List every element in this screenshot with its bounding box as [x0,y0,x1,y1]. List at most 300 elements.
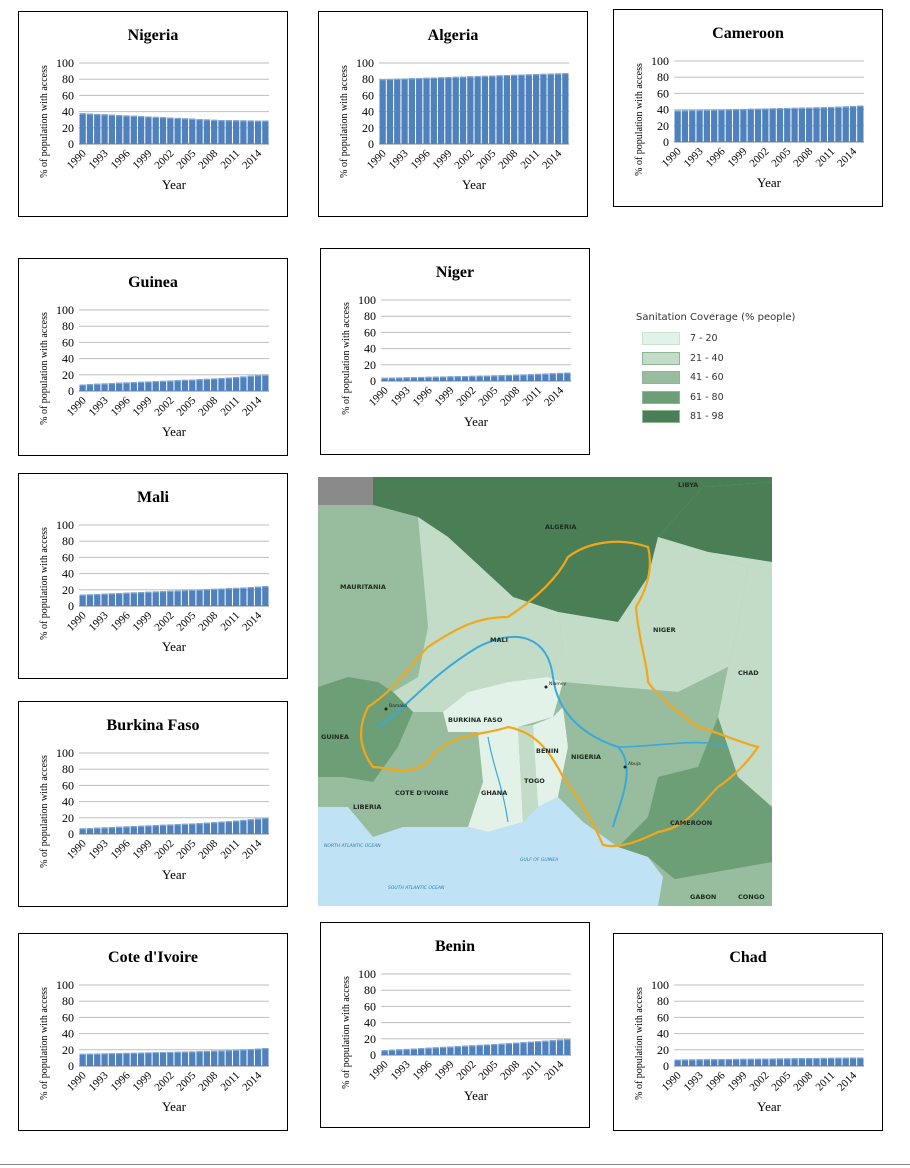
bar [467,76,473,144]
y-tick-label: 0 [68,1059,74,1073]
bar-highlight [262,818,268,819]
bar [540,74,546,144]
bar-highlight [211,589,217,590]
bar-highlight [511,75,517,76]
y-tick-label: 40 [657,1026,669,1041]
bar [799,108,805,142]
x-tick-label: 2005 [174,837,199,862]
bar-highlight [116,115,122,116]
y-tick-label: 0 [663,135,669,149]
bar-highlight [564,373,570,374]
bar-highlight [403,1049,409,1050]
map-label-gulf-of-guinea: GULF OF GUINEA [520,858,559,863]
y-axis-label: % of population with access [341,976,352,1089]
bar [94,114,100,144]
bar [240,376,246,391]
bar-highlight [218,589,224,590]
y-tick-label: 80 [62,762,74,777]
bar [770,108,776,142]
bar [138,1053,144,1066]
bar [123,382,129,391]
bar-highlight [704,1059,710,1060]
x-tick-label: 2008 [196,609,221,634]
y-axis-label: % of population with access [634,987,645,1100]
bar [857,1057,863,1066]
bar-highlight [182,590,188,591]
y-tick-label: 100 [56,56,74,70]
y-axis-label: % of population with access [39,527,50,640]
bar-highlight [718,1059,724,1060]
bar [145,1052,151,1066]
x-tick-label: 2011 [218,147,243,172]
x-tick-label: 2005 [769,145,794,170]
bar-highlight [204,1051,210,1052]
y-tick-label: 0 [370,374,376,388]
bar [211,120,217,144]
bar-highlight [196,589,202,590]
x-tick-label: 2011 [813,1069,838,1094]
chart-niger [321,249,589,454]
bar-highlight [211,120,217,121]
bar-highlight [196,379,202,380]
bar-highlight [850,1058,856,1059]
bar-highlight [204,823,210,824]
bar [94,594,100,606]
bar [101,1053,107,1066]
bar [416,78,422,144]
bar-highlight [498,375,504,376]
bar-highlight [777,1058,783,1059]
bar [460,77,466,144]
y-tick-label: 100 [356,56,374,70]
chart-panel-niger [320,248,590,455]
bar-highlight [389,378,395,379]
x-tick-label: 2002 [152,609,177,634]
bar-highlight [101,827,107,828]
y-tick-label: 40 [62,794,74,809]
x-tick-label: 2005 [174,147,199,172]
bar-highlight [123,593,129,594]
map-label-gabon: GABON [690,893,717,901]
bar-highlight [101,594,107,595]
bar [94,1054,100,1066]
legend-label: 41 - 60 [690,372,724,384]
map-label-liberia: LIBERIA [353,803,382,811]
y-tick-label: 80 [62,994,74,1009]
bar [131,1053,137,1066]
bar-highlight [131,116,137,117]
bar-highlight [248,587,254,588]
bar-highlight [423,78,429,79]
x-tick-label: 2008 [196,394,221,419]
bar [564,373,570,381]
chart-cote [19,934,287,1130]
bar-highlight [175,824,181,825]
bar-highlight [138,1053,144,1054]
bar [233,120,239,144]
bar-highlight [116,827,122,828]
x-tick-label: 2008 [791,1069,816,1094]
chart-title: Guinea [128,274,178,291]
bar [835,1058,841,1066]
bar [784,108,790,142]
bar-highlight [469,1045,475,1046]
bar-highlight [533,74,539,75]
bar [489,76,495,144]
bar-highlight [145,825,151,826]
bar-highlight [564,1039,570,1040]
bar [806,107,812,142]
y-tick-label: 100 [56,303,74,317]
bar [401,78,407,144]
bar-highlight [131,382,137,383]
bar [123,115,129,144]
bar [843,106,849,142]
x-axis-label: Year [162,1099,186,1114]
bar-highlight [123,826,129,827]
x-tick-label: 2011 [218,837,243,862]
y-tick-label: 0 [68,137,74,151]
bar-highlight [770,108,776,109]
x-tick-label: 1990 [64,1069,89,1094]
bar-highlight [211,378,217,379]
bar [204,1051,210,1066]
legend-swatch [642,371,680,384]
bar [850,1058,856,1066]
bar-highlight [518,75,524,76]
bar-highlight [240,820,246,821]
x-tick-label: 1990 [659,145,684,170]
bar-highlight [167,1052,173,1053]
bar-highlight [857,106,863,107]
y-tick-label: 40 [62,351,74,366]
bar-highlight [175,118,181,119]
bar-highlight [196,119,202,120]
bar [138,826,144,834]
bar-highlight [828,107,834,108]
bar-highlight [167,591,173,592]
x-tick-label: 1990 [64,609,89,634]
chart-panel-mali [18,473,288,679]
bar-highlight [762,108,768,109]
y-tick-label: 60 [62,1010,74,1025]
bar [453,77,459,144]
y-tick-label: 0 [368,137,374,151]
bar-highlight [484,375,490,376]
bar [550,1040,556,1055]
bar [718,109,724,142]
bar-highlight [682,1059,688,1060]
bar-highlight [806,107,812,108]
bar [167,118,173,144]
bar-highlight [116,593,122,594]
chart-panel-benin [320,922,590,1128]
bar-highlight [145,381,151,382]
bar-highlight [403,377,409,378]
bar [175,824,181,834]
y-tick-label: 60 [362,88,374,103]
y-tick-label: 40 [62,566,74,581]
bar-highlight [382,378,388,379]
x-tick-label: 2011 [218,394,243,419]
y-tick-label: 60 [364,325,376,340]
bar-highlight [94,114,100,115]
bar-highlight [131,826,137,827]
bar-highlight [806,1058,812,1059]
bar-highlight [675,110,681,111]
bar [160,825,166,834]
bar [80,113,86,144]
y-tick-label: 40 [364,1015,376,1030]
bar-highlight [182,1052,188,1053]
bar-highlight [87,594,93,595]
x-tick-label: 1996 [108,837,133,862]
x-tick-label: 2014 [240,837,265,862]
bar [506,1043,512,1055]
bar-highlight [233,588,239,589]
x-tick-label: 2002 [152,394,177,419]
y-tick-label: 0 [68,599,74,613]
bar [204,379,210,391]
bar [813,107,819,142]
bar-highlight [160,1052,166,1053]
x-tick-label: 2008 [496,147,521,172]
bar [233,821,239,834]
bar [462,1046,468,1055]
chart-panel-burkina [18,701,288,907]
legend-swatch [642,391,680,404]
y-axis-label: % of population with access [634,63,645,176]
bar [145,825,151,834]
bar-highlight [675,1060,681,1061]
bar-highlight [777,108,783,109]
bar [748,109,754,142]
bar [511,75,517,144]
bar-highlight [175,590,181,591]
x-axis-label: Year [162,424,186,439]
bar [226,588,232,606]
bar-highlight [211,1051,217,1052]
y-tick-label: 20 [657,1042,669,1057]
bar [167,591,173,606]
map-label-libya: LIBYA [678,481,699,489]
niger-basin-map [318,477,772,906]
bar [116,1053,122,1066]
bar-highlight [226,378,232,379]
bar-highlight [167,118,173,119]
bar-highlight [248,120,254,121]
bar-highlight [189,119,195,120]
bar [218,378,224,391]
x-tick-label: 2008 [196,837,221,862]
bar [160,381,166,391]
bar-highlight [447,1046,453,1047]
bar-highlight [799,108,805,109]
x-tick-label: 1999 [130,1069,155,1094]
bar-highlight [116,383,122,384]
bar [153,591,159,606]
chart-title: Mali [137,489,169,506]
bar [447,1046,453,1055]
bar [80,1054,86,1066]
map-label-congo: CONGO [738,893,765,901]
bar-highlight [94,594,100,595]
bar-highlight [425,1048,431,1049]
bar [248,587,254,606]
x-tick-label: 2011 [813,145,838,170]
bar-highlight [255,587,261,588]
legend-swatch [642,352,680,365]
bar-highlight [733,109,739,110]
bar-highlight [394,79,400,80]
bar-highlight [233,1050,239,1051]
y-tick-label: 0 [663,1059,669,1073]
bar-highlight [218,378,224,379]
bar-highlight [821,107,827,108]
bar-highlight [526,74,532,75]
chart-title: Burkina Faso [106,717,200,734]
map-relief-corner [318,477,373,505]
x-tick-label: 2008 [196,147,221,172]
sanitation-legend [636,312,836,427]
bar [116,593,122,606]
legend-label: 81 - 98 [690,411,724,423]
x-tick-label: 1999 [130,837,155,862]
chart-title: Benin [434,938,476,955]
bar [440,1047,446,1055]
map-label-togo: TOGO [524,777,545,785]
x-tick-label: 1996 [410,1058,435,1083]
x-axis-label: Year [462,177,486,192]
chart-nigeria [19,12,287,216]
bar-highlight [389,1050,395,1051]
y-tick-label: 100 [358,293,376,307]
bar-highlight [189,1051,195,1052]
bar-highlight [401,78,407,79]
bar [175,118,181,144]
bar [477,1045,483,1055]
map-label-bamako: Bamako [389,704,408,709]
bar-highlight [255,375,261,376]
bar-highlight [460,77,466,78]
bar-highlight [153,1052,159,1053]
bar-highlight [689,1059,695,1060]
bar [87,1054,93,1066]
x-tick-label: 2002 [454,384,479,409]
bar-highlight [462,1046,468,1047]
bar [542,1041,548,1055]
y-tick-label: 100 [56,518,74,532]
bar [145,592,151,606]
x-tick-label: 2005 [474,147,499,172]
x-tick-label: 2014 [240,1069,265,1094]
y-tick-label: 100 [56,978,74,992]
chart-chad [614,934,882,1130]
bar [791,108,797,142]
bar-highlight [535,374,541,375]
bar-highlight [109,593,115,594]
legend-item [636,349,836,369]
bar [182,380,188,391]
bar-highlight [455,376,461,377]
x-tick-label: 1990 [364,147,389,172]
x-tick-label: 2014 [240,394,265,419]
bar-highlight [504,75,510,76]
bar-highlight [555,73,561,74]
bar-highlight [153,825,159,826]
chart-panel-cameroon [613,9,883,207]
bar-highlight [233,120,239,121]
bar-highlight [131,1053,137,1054]
y-tick-label: 40 [657,102,669,117]
map-label-mauritania: MAURITANIA [340,583,386,591]
x-tick-label: 1999 [432,384,457,409]
bar [496,75,502,144]
legend-label: 21 - 40 [690,352,724,364]
bar [528,1042,534,1055]
chart-panel-chad [613,933,883,1131]
bar-highlight [80,385,86,386]
bar-highlight [704,110,710,111]
bar [182,118,188,144]
bar-highlight [255,1049,261,1050]
x-tick-label: 1999 [130,394,155,419]
y-tick-label: 80 [657,70,669,85]
bar-highlight [240,376,246,377]
bar [240,1049,246,1066]
x-tick-label: 1993 [681,145,706,170]
map-label-guinea: GUINEA [321,733,349,741]
bar [87,114,93,144]
x-tick-label: 2008 [791,145,816,170]
bar [153,381,159,391]
bar [226,120,232,144]
x-tick-label: 1993 [388,1058,413,1083]
x-tick-label: 1993 [681,1069,706,1094]
bar [131,592,137,606]
chart-cameroon [614,10,882,206]
x-tick-label: 2014 [542,1058,567,1083]
bar-highlight [469,376,475,377]
bar [211,1051,217,1066]
bar-highlight [411,377,417,378]
map-label-chad: CHAD [738,669,759,677]
x-tick-label: 2002 [747,1069,772,1094]
bar [262,375,268,391]
y-tick-label: 40 [62,104,74,119]
x-tick-label: 1999 [130,147,155,172]
x-tick-label: 2011 [520,1058,545,1083]
x-tick-label: 2005 [476,384,501,409]
bar-highlight [462,376,468,377]
x-tick-label: 1996 [703,1069,728,1094]
x-tick-label: 2002 [452,147,477,172]
bar-highlight [455,1046,461,1047]
x-tick-label: 2014 [835,1069,860,1094]
legend-item [636,388,836,408]
x-tick-label: 1993 [386,147,411,172]
bar-highlight [477,376,483,377]
bar [733,109,739,142]
x-tick-label: 1993 [86,147,111,172]
bar-highlight [138,592,144,593]
bar-highlight [248,376,254,377]
bar [484,1044,490,1055]
map-label-cote-divoire: COTE D'IVOIRE [395,789,449,797]
bar [248,376,254,391]
bar-highlight [467,76,473,77]
bar [533,74,539,144]
